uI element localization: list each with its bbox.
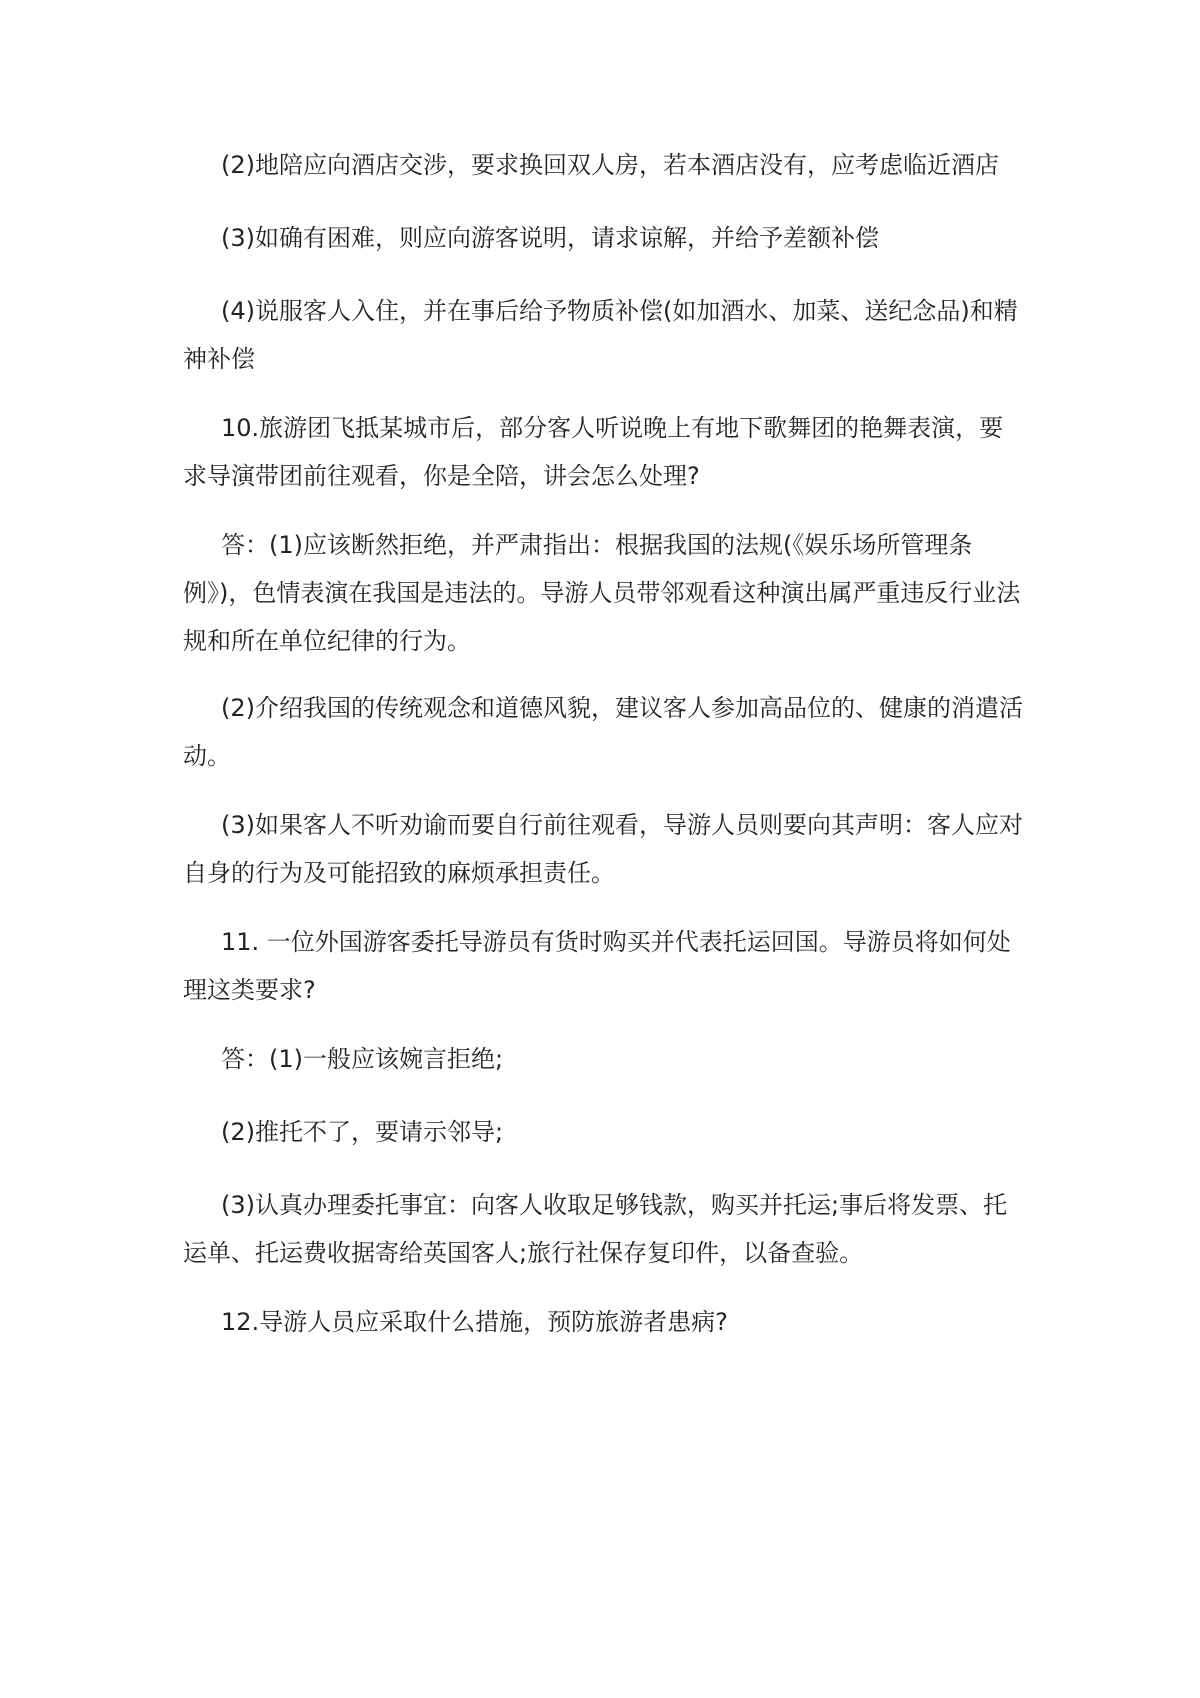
answer-11-item-3: (3)认真办理委托事宜：向客人收取足够钱款，购买并托运;事后将发票、托运单、托运费收据寄给英国客人;旅行社保存复印件，以备查验。	[183, 1191, 1008, 1267]
answer-11-item-2: (2)推托不了，要请示邻导;	[221, 1118, 504, 1146]
answer-10-item-1: 答：(1)应该断然拒绝，并严肃指出：根据我国的法规(《娱乐场所管理条例》)，色情表演在我国是违法的。导游人员带邻观看这种演出属严重违反行业法规和所在单位纪律的行为。	[183, 531, 1021, 655]
question-11: 11. 一位外国游客委托导游员有货时购买并代表托运回国。导游员将如何处理这类要求?	[183, 928, 1011, 1004]
answer-10-item-3: (3)如果客人不听劝谕而要自行前往观看，导游人员则要向其声明：客人应对自身的行为及可能招致的麻烦承担责任。	[183, 811, 1023, 887]
paragraph-item-2: (2)地陪应向酒店交涉，要求换回双人房，若本酒店没有，应考虑临近酒店	[221, 151, 999, 179]
paragraph-item-4: (4)说服客人入住，并在事后给予物质补偿(如加酒水、加菜、送纪念品)和精神补偿	[183, 297, 1018, 373]
paragraph-item-3: (3)如确有困难，则应向游客说明，请求谅解，并给予差额补偿	[221, 224, 879, 252]
answer-10-item-2: (2)介绍我国的传统观念和道德风貌，建议客人参加高品位的、健康的消遣活动。	[183, 694, 1023, 770]
question-10: 10.旅游团飞抵某城市后，部分客人听说晚上有地下歌舞团的艳舞表演，要求导演带团前往观看，你是全陪，讲会怎么处理?	[183, 414, 1004, 490]
question-12: 12.导游人员应采取什么措施，预防旅游者患病?	[221, 1308, 728, 1336]
answer-11-item-1: 答：(1)一般应该婉言拒绝;	[221, 1045, 504, 1073]
